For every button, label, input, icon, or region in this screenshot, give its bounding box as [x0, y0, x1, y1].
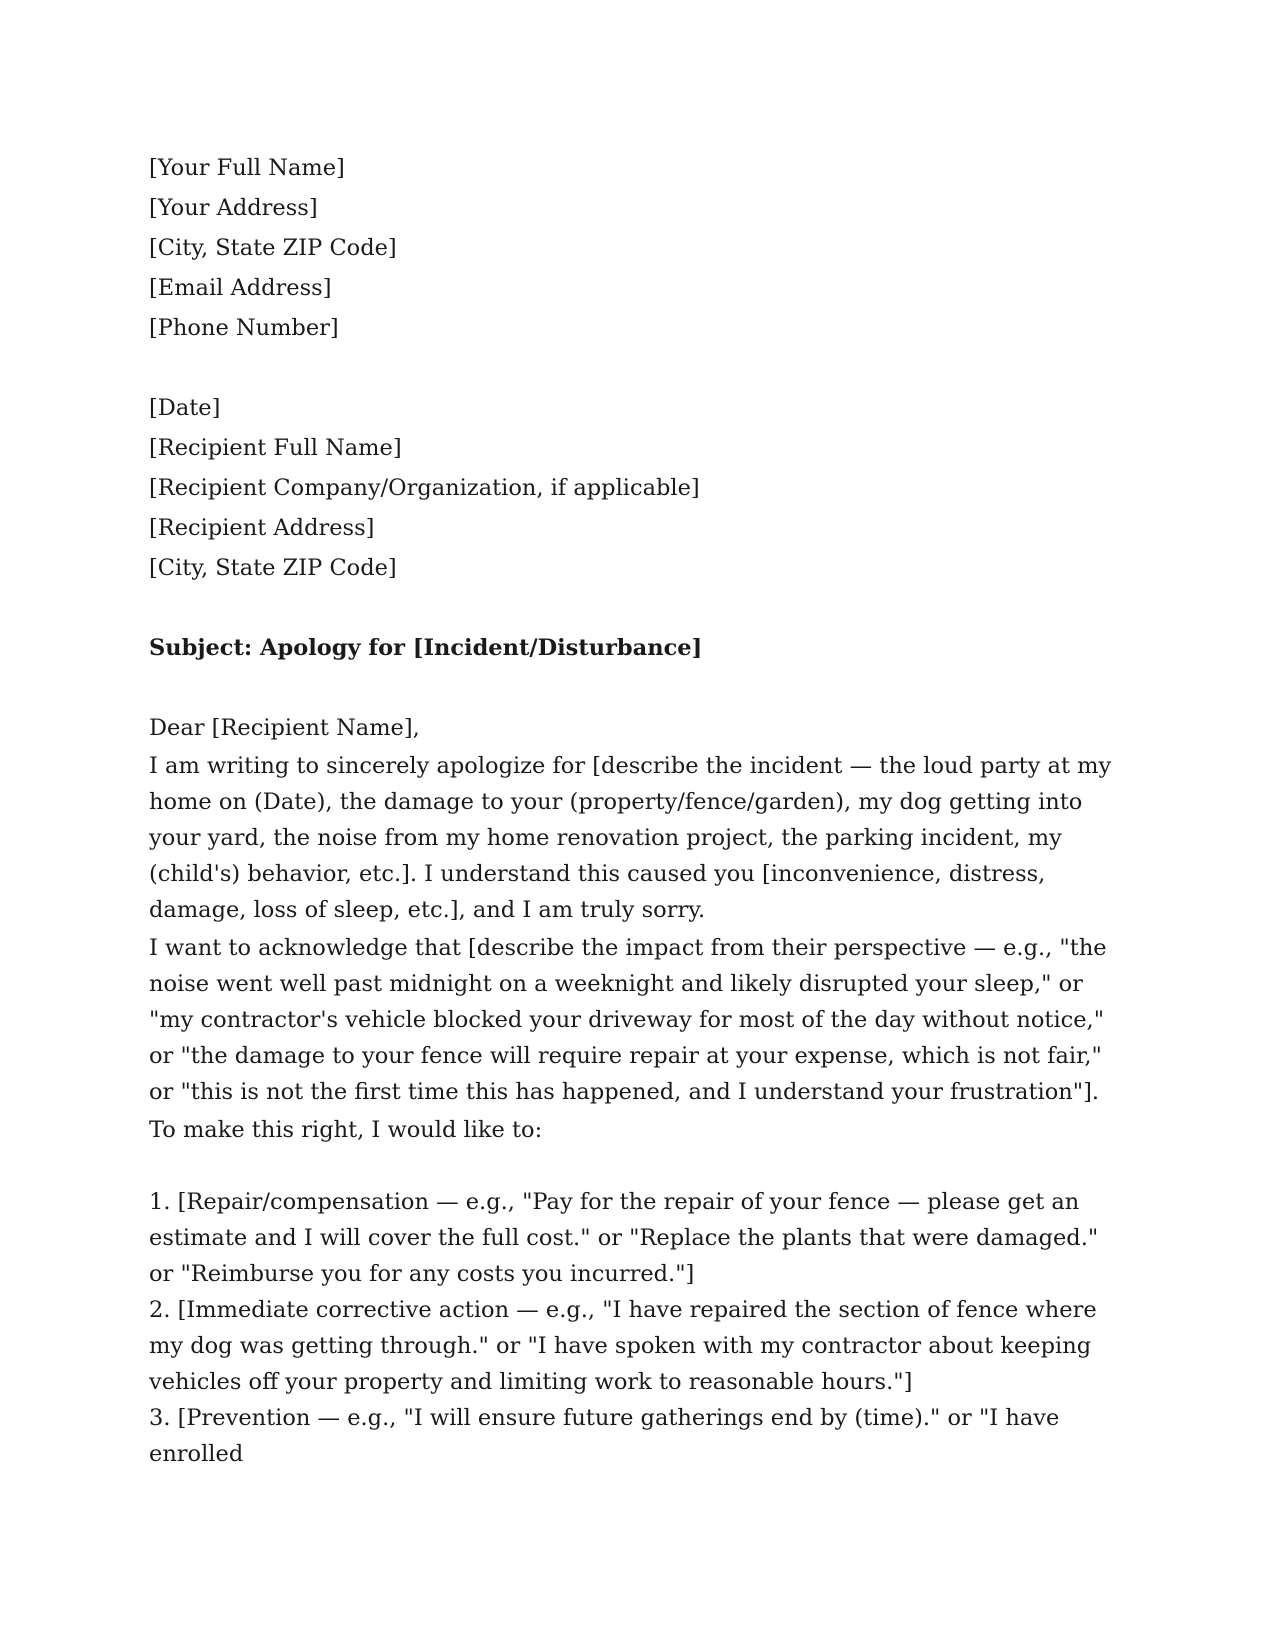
recipient-company: [Recipient Company/Organization, if applicable] — [149, 475, 700, 501]
sender-address: [Your Address] — [149, 195, 318, 221]
spacer — [149, 1150, 1129, 1184]
sender-email: [Email Address] — [149, 275, 332, 301]
letter-page — [149, 148, 1129, 1472]
list-item: 1. [Repair/compensation — e.g., "Pay for the repair of your fence — please get an estimate and I will cover the full cost." or "Replace the plants that were damaged." or "Reimburse you for any costs you incurred."] — [149, 1189, 1099, 1287]
spacer — [149, 588, 1129, 628]
sender-city-state-zip: [City, State ZIP Code] — [149, 235, 397, 261]
body-paragraph-acknowledgement: I want to acknowledge that [describe the impact from their perspective — e.g., "the noise went well past midnight on a weeknight and likely disrupted your sleep," or "my contractor's vehicle blocked your driveway for most of the day without notice," or "the damage to your fence will require repair at your expense, which is not fair," or "this is not the first time this has happened, and I understand your frustration"]. — [149, 935, 1107, 1105]
salutation: Dear [Recipient Name], — [149, 715, 420, 741]
sender-name: [Your Full Name] — [149, 155, 345, 181]
sender-phone: [Phone Number] — [149, 315, 339, 341]
recipient-city-state-zip: [City, State ZIP Code] — [149, 555, 397, 581]
list-item: 2. [Immediate corrective action — e.g., "I have repaired the section of fence where my dog was getting through." or "I have spoken with my contractor about keeping vehicles off your property and limiting work to reasonable hours."] — [149, 1297, 1097, 1395]
remedy-list — [149, 1184, 1129, 1472]
sender-block — [149, 148, 1129, 348]
recipient-name: [Recipient Full Name] — [149, 435, 402, 461]
body-paragraph-apology: I am writing to sincerely apologize for [describe the incident — the loud party at my home on (Date), the damage to your (property/fence/garden), my dog getting into your yard, the noise from my home renovation project, the parking incident, my (child's) behavior, etc.]. I understand this caused you [inconvenience, distress, damage, loss of sleep, etc.], and I am truly sorry. — [149, 753, 1112, 923]
spacer — [149, 348, 1129, 388]
subject-line: Subject: Apology for [Incident/Disturbance] — [149, 635, 703, 661]
list-item: 3. [Prevention — e.g., "I will ensure future gatherings end by (time)." or "I have enrolled — [149, 1405, 1060, 1467]
body-paragraph-remedy-intro: To make this right, I would like to: — [149, 1117, 543, 1143]
recipient-block — [149, 428, 1129, 588]
recipient-address: [Recipient Address] — [149, 515, 375, 541]
letter-date: [Date] — [149, 395, 221, 421]
spacer — [149, 668, 1129, 708]
